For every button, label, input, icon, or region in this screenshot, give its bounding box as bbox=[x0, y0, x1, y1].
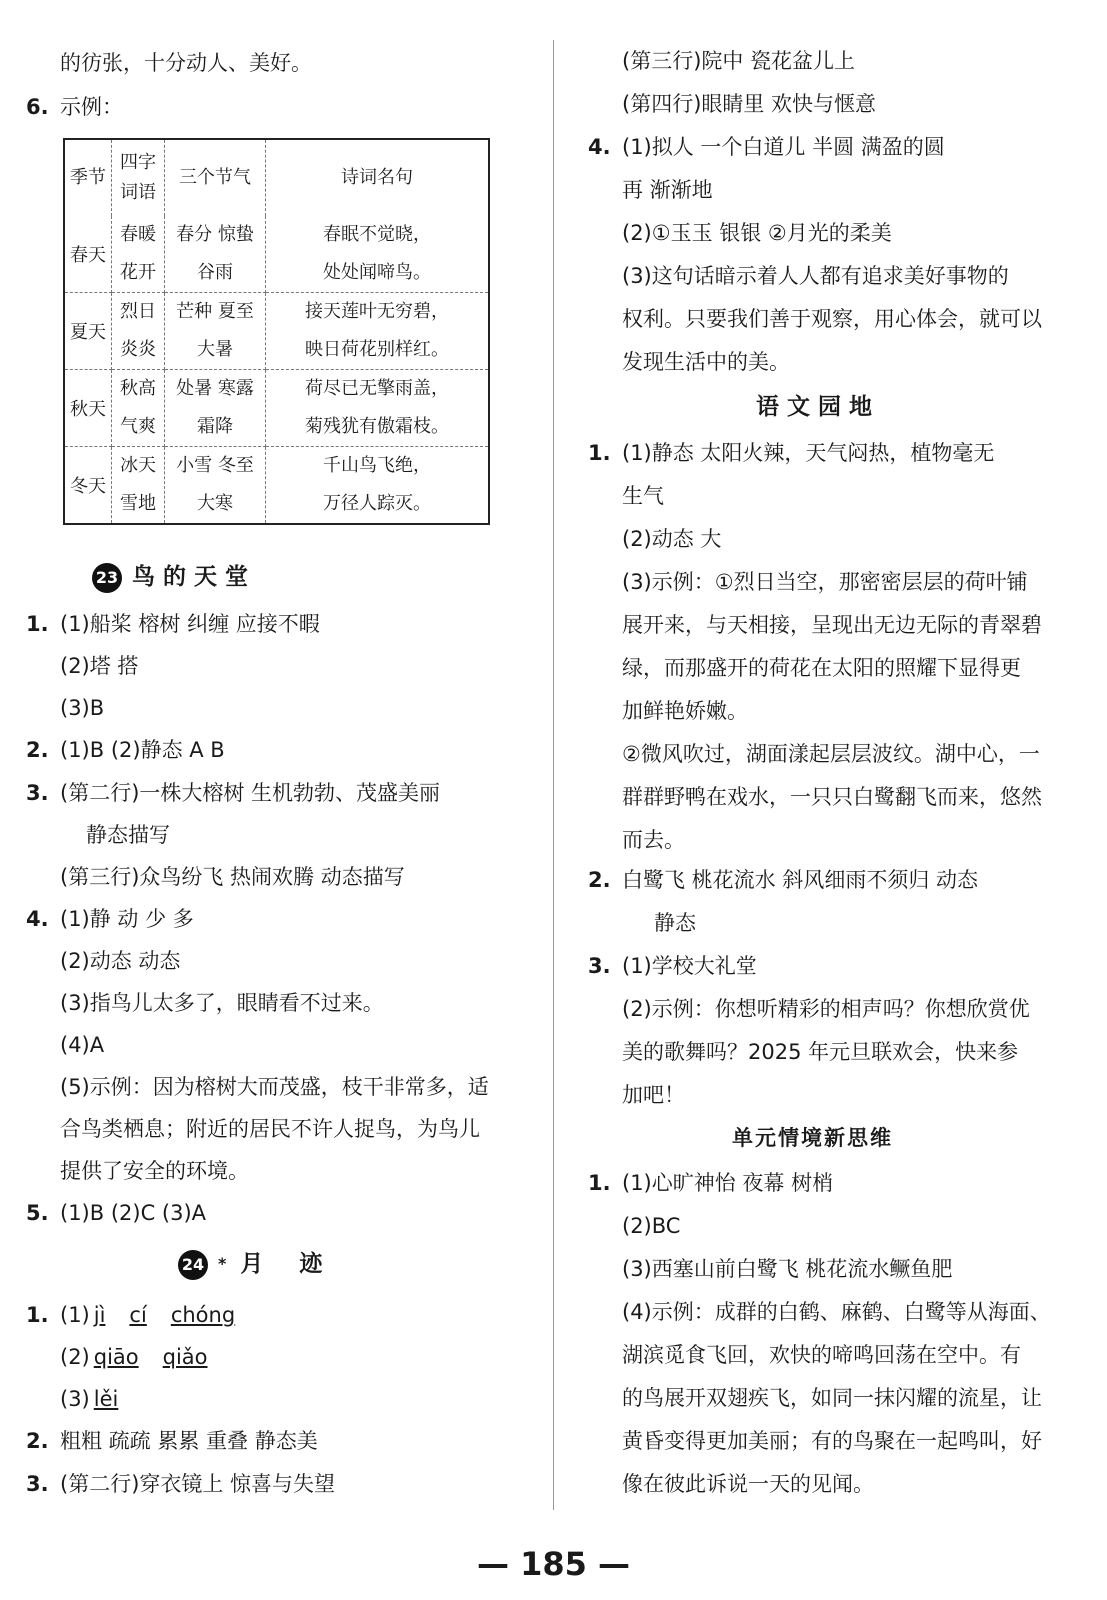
answer-line: (5)示例：因为榕树大而茂盛，枝干非常多，适 bbox=[60, 1075, 489, 1099]
answer-line: 粗粗 疏疏 累累 重叠 静态美 bbox=[60, 1429, 318, 1453]
question-number: 3. bbox=[26, 1472, 49, 1496]
pinyin-answer: lěi bbox=[93, 1387, 119, 1411]
pinyin-answer-line: (2) qiāo qiǎo bbox=[60, 1345, 208, 1369]
answer-line: 群群野鸭在戏水，一只只白鹭翻飞而来，悠然 bbox=[622, 785, 1042, 809]
answer-line: 生气 bbox=[622, 484, 664, 508]
lesson-heading bbox=[92, 561, 256, 593]
answer-line: (3)这句话暗示着人人都有追求美好事物的 bbox=[622, 264, 1009, 288]
terms-cell: 处暑 寒露 霜降 bbox=[165, 370, 266, 447]
answer-line: (1)静态 太阳火辣，天气闷热，植物毫无 bbox=[622, 441, 995, 465]
pinyin-answer: jì bbox=[93, 1303, 106, 1327]
poem-cell: 春眠不觉晓， 处处闻啼鸟。 bbox=[266, 216, 490, 293]
table-header-row bbox=[64, 139, 489, 216]
answer-line: 展开来，与天相接，呈现出无边无际的青翠碧 bbox=[622, 613, 1042, 637]
table-header-cell: 诗词名句 bbox=[341, 167, 413, 188]
poem-cell: 接天莲叶无穷碧， 映日荷花别样红。 bbox=[266, 293, 490, 370]
words-cell: 烈日 炎炎 bbox=[112, 293, 165, 370]
answer-line: (4)示例：成群的白鹤、麻鹤、白鹭等从海面、 bbox=[622, 1300, 1051, 1324]
answer-line: 黄昏变得更加美丽；有的鸟聚在一起鸣叫，好 bbox=[622, 1429, 1042, 1453]
answer-line: (第二行)穿衣镜上 惊喜与失望 bbox=[60, 1472, 336, 1496]
answer-line: (2)BC bbox=[622, 1214, 681, 1238]
season-cell: 春天 bbox=[64, 216, 112, 293]
question-number: 5. bbox=[26, 1201, 49, 1225]
section-heading: 单元情境新思维 bbox=[732, 1126, 893, 1150]
answer-line: 加吧！ bbox=[622, 1083, 685, 1107]
question-number: 1. bbox=[588, 441, 611, 465]
seasons-table bbox=[63, 138, 490, 525]
table-row bbox=[64, 447, 489, 525]
lesson-title: 月 迹 bbox=[240, 1251, 337, 1277]
table-row bbox=[64, 216, 489, 293]
answer-line: (1)B (2)静态 A B bbox=[60, 738, 225, 762]
pinyin-answer: qiāo bbox=[93, 1345, 139, 1369]
answer-line: (2)塔 搭 bbox=[60, 654, 139, 678]
answer-line: 像在彼此诉说一天的见闻。 bbox=[622, 1472, 874, 1496]
question-number: 6. bbox=[26, 95, 49, 119]
column-divider bbox=[553, 40, 554, 1510]
answer-line: (1)B (2)C (3)A bbox=[60, 1201, 207, 1225]
answer-line: (2)动态 动态 bbox=[60, 949, 181, 973]
answer-line: (1)静 动 少 多 bbox=[60, 907, 194, 931]
answer-line: (3)B bbox=[60, 696, 105, 720]
answer-line: 白鹭飞 桃花流水 斜风细雨不须归 动态 bbox=[622, 868, 979, 892]
question-number: 2. bbox=[588, 868, 611, 892]
question-number: 3. bbox=[26, 781, 49, 805]
answer-line: 静态描写 bbox=[86, 823, 170, 847]
table-header-cell: 三个节气 bbox=[165, 139, 266, 216]
answer-line: 再 渐渐地 bbox=[622, 178, 713, 202]
answer-line: ②微风吹过，湖面漾起层层波纹。湖中心，一 bbox=[622, 742, 1040, 766]
section-heading: 语文园地 bbox=[756, 394, 880, 420]
lesson-title: 鸟的天堂 bbox=[132, 564, 256, 590]
answer-line: 权利。只要我们善于观察，用心体会，就可以 bbox=[622, 307, 1042, 331]
table-header-cell: 季节 bbox=[64, 139, 112, 216]
answer-line: 合鸟类栖息；附近的居民不许人捉鸟，为鸟儿 bbox=[60, 1117, 480, 1141]
answer-line: (2)示例：你想听精彩的相声吗？你想欣赏优 bbox=[622, 997, 1030, 1021]
answer-line: 的鸟展开双翅疾飞，如同一抹闪耀的流星，让 bbox=[622, 1386, 1042, 1410]
lesson-number-badge: 24 bbox=[178, 1250, 208, 1280]
answer-line: (3)西塞山前白鹭飞 桃花流水鳜鱼肥 bbox=[622, 1257, 953, 1281]
question-number: 3. bbox=[588, 954, 611, 978]
answer-line: (第三行)院中 瓷花盆儿上 bbox=[622, 49, 856, 73]
answer-line: (3)指鸟儿太多了，眼睛看不过来。 bbox=[60, 991, 384, 1015]
words-cell: 秋高 气爽 bbox=[112, 370, 165, 447]
continued-answer-text: 的彷张，十分动人、美好。 bbox=[60, 51, 312, 75]
words-cell: 春暖 花开 bbox=[112, 216, 165, 293]
answer-line: (3)示例：①烈日当空，那密密层层的荷叶铺 bbox=[622, 570, 1028, 594]
pinyin-answer: chóng bbox=[170, 1303, 236, 1327]
table-row bbox=[64, 293, 489, 370]
lesson-heading bbox=[178, 1248, 336, 1280]
poem-cell: 荷尽已无擎雨盖， 菊残犹有傲霜枝。 bbox=[266, 370, 490, 447]
season-cell: 冬天 bbox=[64, 447, 112, 525]
table-header-cell: 四字 词语 bbox=[112, 139, 165, 216]
poem-cell: 千山鸟飞绝， 万径人踪灭。 bbox=[323, 455, 431, 514]
answer-line: 绿，而那盛开的荷花在太阳的照耀下显得更 bbox=[622, 656, 1021, 680]
question-number: 1. bbox=[26, 612, 49, 636]
answer-line: 发现生活中的美。 bbox=[622, 350, 790, 374]
answer-line: 提供了安全的环境。 bbox=[60, 1159, 249, 1183]
terms-cell: 春分 惊蛰 谷雨 bbox=[165, 216, 266, 293]
answer-line: (2)①玉玉 银银 ②月光的柔美 bbox=[622, 221, 892, 245]
answer-line: (1)学校大礼堂 bbox=[622, 954, 757, 978]
answer-line: 加鲜艳娇嫩。 bbox=[622, 699, 748, 723]
answer-line: 而去。 bbox=[622, 828, 685, 852]
pinyin-answer-line: (3) lěi bbox=[60, 1387, 119, 1411]
answer-line: (1)拟人 一个白道儿 半圆 满盈的圆 bbox=[622, 135, 945, 159]
question-number: 4. bbox=[588, 135, 611, 159]
answer-line: (1)心旷神怡 夜幕 树梢 bbox=[622, 1171, 834, 1195]
question-number: 1. bbox=[26, 1303, 49, 1327]
pinyin-answer-line: (1) jì cí chóng bbox=[60, 1303, 236, 1327]
answer-line: (第四行)眼睛里 欢快与惬意 bbox=[622, 92, 877, 116]
answer-text: 示例： bbox=[60, 95, 123, 119]
terms-cell: 芒种 夏至 大暑 bbox=[165, 293, 266, 370]
answer-line: (4)A bbox=[60, 1033, 105, 1057]
words-cell: 冰天 雪地 bbox=[112, 447, 165, 525]
answer-line: (第三行)众鸟纷飞 热闹欢腾 动态描写 bbox=[60, 865, 405, 889]
optional-lesson-star: * bbox=[218, 1254, 227, 1273]
pinyin-answer: cí bbox=[129, 1303, 147, 1327]
question-number: 2. bbox=[26, 1429, 49, 1453]
lesson-number-badge: 23 bbox=[92, 563, 122, 593]
question-number: 2. bbox=[26, 738, 49, 762]
answer-line: 湖滨觅食飞回，欢快的啼鸣回荡在空中。有 bbox=[622, 1343, 1021, 1367]
question-number: 1. bbox=[588, 1171, 611, 1195]
terms-cell: 小雪 冬至 大寒 bbox=[165, 447, 266, 525]
season-cell: 秋天 bbox=[64, 370, 112, 447]
table-row bbox=[64, 370, 489, 447]
answer-line: 美的歌舞吗？2025 年元旦联欢会，快来参 bbox=[622, 1040, 1019, 1064]
page-number: — 185 — bbox=[476, 1545, 631, 1583]
season-cell: 夏天 bbox=[64, 293, 112, 370]
answer-line: (第二行)一株大榕树 生机勃勃、茂盛美丽 bbox=[60, 781, 441, 805]
answer-line: 静态 bbox=[654, 911, 696, 935]
question-number: 4. bbox=[26, 907, 49, 931]
answer-line: (1)船桨 榕树 纠缠 应接不暇 bbox=[60, 612, 320, 636]
answer-line: (2)动态 大 bbox=[622, 527, 722, 551]
pinyin-answer: qiǎo bbox=[162, 1345, 208, 1369]
